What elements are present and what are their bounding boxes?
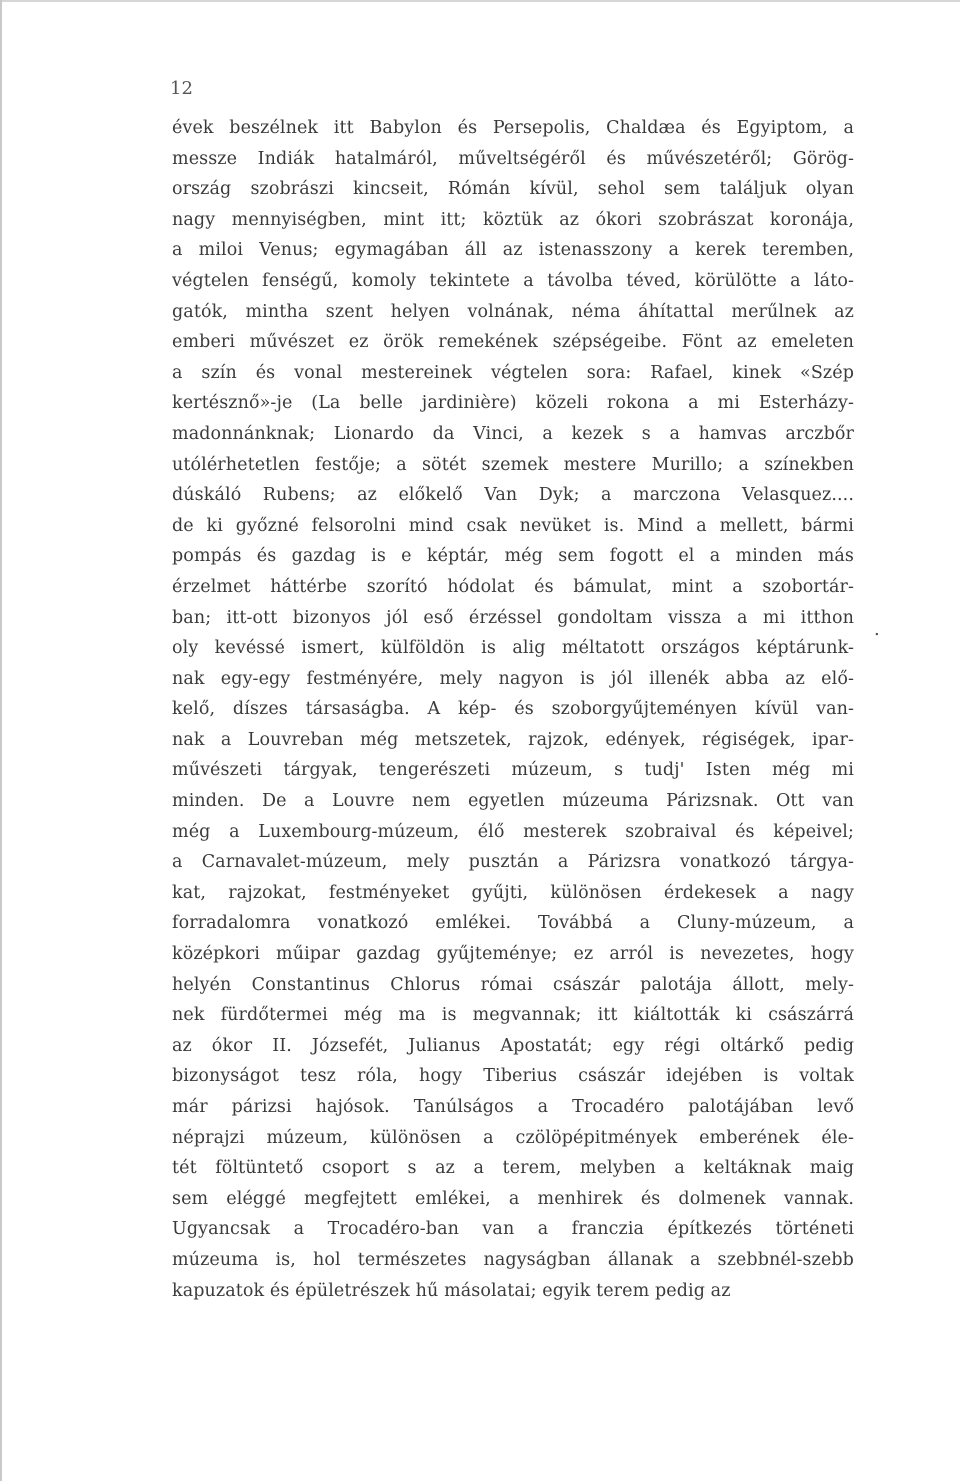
text-line: sem eléggé megfejtett emlékei, a menhirek és dolmenek vannak. <box>172 1188 854 1209</box>
margin-mark: . <box>874 619 880 640</box>
text-line: már párizsi hajósok. Tanúlságos a Trocadéro palotájában levő <box>172 1097 854 1117</box>
page-edge-top <box>0 0 960 2</box>
text-line: gatók, mintha szent helyen volnának, néma áhítattal merűlnek az <box>172 301 854 322</box>
text-line: pompás és gazdag is e képtár, még sem fogott el a minden más <box>172 546 854 567</box>
text-line: a szín és vonal mestereinek végtelen sora: Rafael, kinek «Szép <box>172 362 854 383</box>
text-line: a miloi Venus; egymagában áll az istenasszony a kerek teremben, <box>172 240 854 261</box>
text-line: emberi művészet ez örök remekének szépségeibe. Fönt az emeleten <box>172 332 854 353</box>
text-line: nak a Louvreban még metszetek, rajzok, edények, régiségek, ipar- <box>172 729 854 750</box>
text-line: de ki győzné felsorolni mind csak nevüket is. Mind a mellett, bármi <box>172 515 854 536</box>
text-line: oly kevéssé ismert, külföldön is alig méltatott országos képtárunk- <box>172 638 854 659</box>
text-line: néprajzi múzeum, különösen a czölöpépitmények emberének éle- <box>172 1127 854 1148</box>
text-line: messze Indiák hatalmáról, műveltségéről és művészetéről; Görög- <box>172 148 854 169</box>
text-line: végtelen fenségű, komoly tekintete a távolba téved, körülötte a láto- <box>172 270 854 291</box>
text-line: kertésznő»-je (La belle jardinière) közeli rokona a mi Esterházy- <box>172 393 854 414</box>
text-line: érzelmet háttérbe szorító hódolat és bámulat, mint a szobortár- <box>172 576 854 597</box>
text-line: helyén Constantinus Chlorus római császár palotája állott, mely- <box>172 974 854 995</box>
text-line: az ókor II. Józsefét, Julianus Apostatát; egy régi oltárkő pedig <box>172 1035 854 1056</box>
text-line: madonnánknak; Lionardo da Vinci, a kezek s a hamvas arczbőr <box>172 423 854 444</box>
text-line: kapuzatok és épületrészek hű másolatai; egyik terem pedig az <box>172 1280 731 1301</box>
text-line: dúskáló Rubens; az előkelő Van Dyk; a marczona Velasquez.... <box>172 485 854 506</box>
text-line: forradalomra vonatkozó emlékei. Továbbá a Cluny-múzeum, a <box>172 913 854 934</box>
text-line: ban; itt-ott bizonyos jól eső érzéssel gondoltam vissza a mi itthon <box>172 607 854 628</box>
text-line: kat, rajzokat, festményeket gyűjti, különösen érdekesek a nagy <box>172 882 854 903</box>
text-line: a Carnavalet-múzeum, mely pusztán a Párizsra vonatkozó tárgya- <box>172 852 854 873</box>
text-line: múzeuma is, hol természetes nagyságban állanak a szebbnél-szebb <box>172 1249 854 1270</box>
text-line: nek fürdőtermei még ma is megvannak; itt kiáltották ki császárrá <box>172 1005 854 1026</box>
text-line: nak egy-egy festményére, mely nagyon is jól illenék abba az elő- <box>172 668 854 689</box>
text-line: kelő, díszes társaságba. A kép- és szoborgyűjteményen kívül van- <box>172 699 854 720</box>
text-line: bizonyságot tesz róla, hogy Tiberius császár idejében is voltak <box>172 1066 854 1087</box>
text-line: még a Luxembourg-múzeum, élő mesterek szobraival és képeivel; <box>172 821 854 842</box>
text-line: ország szobrászi kincseit, Rómán kívül, sehol sem találjuk olyan <box>172 179 854 200</box>
body-text <box>172 113 854 1306</box>
text-line: Ugyancsak a Trocadéro-ban van a franczia építkezés történeti <box>172 1219 854 1240</box>
text-line: utólérhetetlen festője; a sötét szemek mestere Murillo; a színekben <box>172 454 854 475</box>
text-line: minden. De a Louvre nem egyetlen múzeuma Párizsnak. Ott van <box>172 791 854 812</box>
text-line: évek beszélnek itt Babylon és Persepolis, Chaldæa és Egyiptom, a <box>172 118 854 138</box>
page-edge-left <box>0 0 2 1481</box>
text-line: nagy mennyiségben, mint itt; köztük az ókori szobrászat koronája, <box>172 209 854 230</box>
text-line: középkori műipar gazdag gyűjteménye; ez arról is nevezetes, hogy <box>172 944 854 965</box>
text-line: tét föltüntető csoport s az a terem, melyben a keltáknak maig <box>172 1158 854 1179</box>
text-line: művészeti tárgyak, tengerészeti múzeum, s tudj' Isten még mi <box>172 760 854 781</box>
page-number: 12 <box>170 78 193 99</box>
